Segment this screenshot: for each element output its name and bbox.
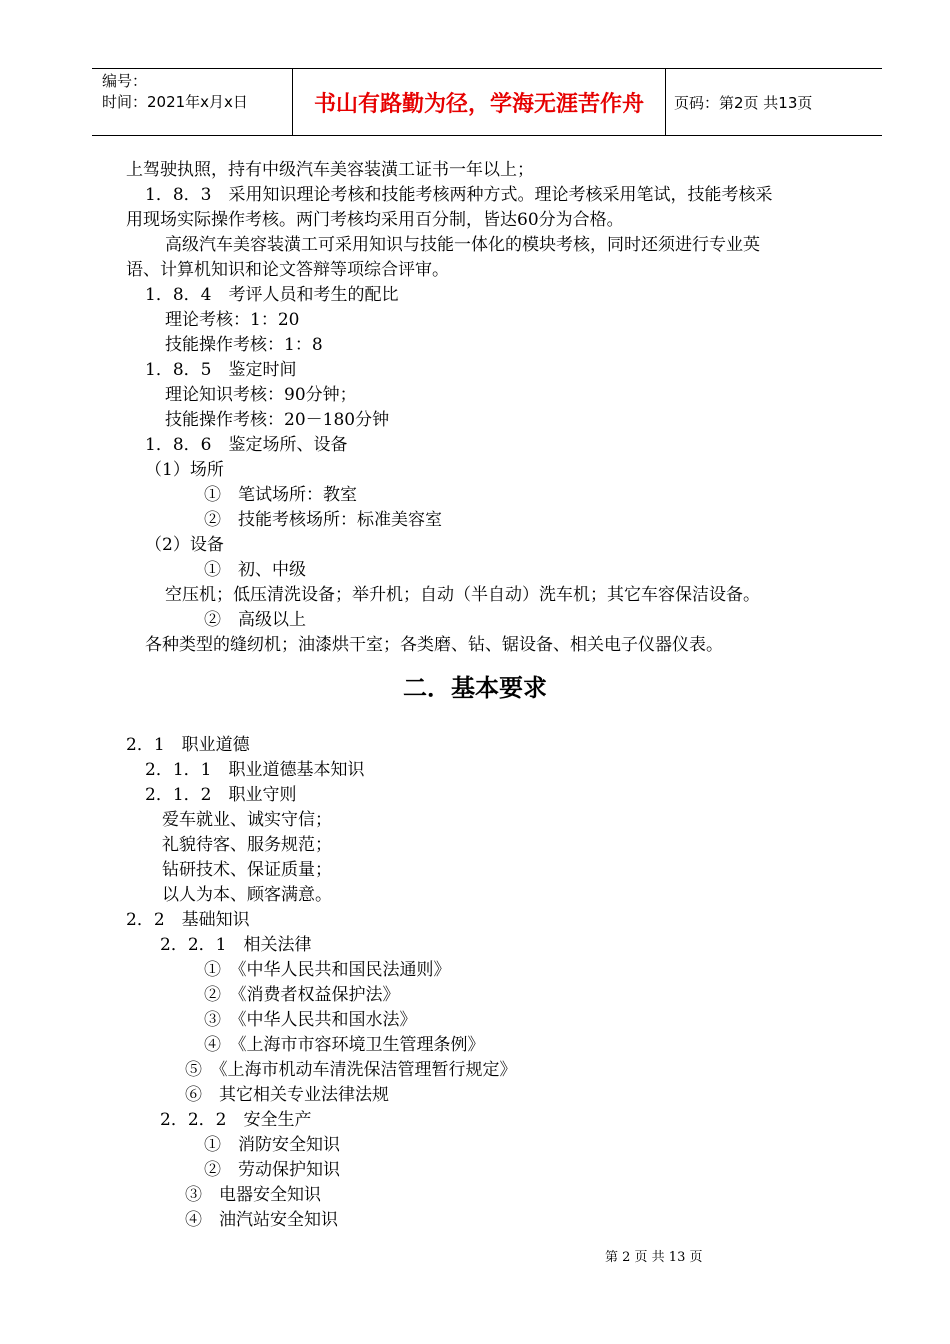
section-heading: 二．基本要求 <box>403 674 547 702</box>
body-line: 各种类型的缝纫机；油漆烘干室；各类磨、钻、锯设备、相关电子仪器仪表。 <box>145 635 723 655</box>
section-line: ① 《中华人民共和国民法通则》 <box>204 960 451 980</box>
section-line: 2．1．1 职业道德基本知识 <box>145 760 365 780</box>
section-line: 2．2 基础知识 <box>126 910 250 930</box>
body-line: （1）场所 <box>145 460 224 480</box>
section-line: 2．1．2 职业守则 <box>145 785 297 805</box>
body-line: ① 初、中级 <box>204 560 306 580</box>
section-line: ⑥ 其它相关专业法律法规 <box>185 1085 389 1105</box>
body-line: 理论知识考核：90分钟； <box>165 385 357 405</box>
page-header <box>92 68 882 136</box>
section-line: ① 消防安全知识 <box>204 1135 340 1155</box>
body-line: （2）设备 <box>145 535 224 555</box>
body-line: ② 技能考核场所：标准美容室 <box>204 510 442 530</box>
body-line: 1．8．4 考评人员和考生的配比 <box>145 285 399 305</box>
body-line: 高级汽车美容装潢工可采用知识与技能一体化的模块考核，同时还须进行专业英 <box>165 235 760 255</box>
section-line: 2．2．1 相关法律 <box>160 935 312 955</box>
header-meta <box>92 69 293 135</box>
section-line: ⑤ 《上海市机动车清洗保洁管理暂行规定》 <box>185 1060 517 1080</box>
body-line: 1．8．5 鉴定时间 <box>145 360 297 380</box>
section-line: 以人为本、顾客满意。 <box>162 885 332 905</box>
body-line: 1．8．6 鉴定场所、设备 <box>145 435 348 455</box>
body-line: 空压机；低压清洗设备；举升机；自动（半自动）洗车机；其它车容保洁设备。 <box>165 585 760 605</box>
page-footer: 第 2 页 共 13 页 <box>605 1250 703 1265</box>
section-line: 爱车就业、诚实守信； <box>162 810 332 830</box>
number-label: 编号： <box>102 72 148 90</box>
body-line: 技能操作考核：20－180分钟 <box>165 410 390 430</box>
header-motto: 书山有路勤为径，学海无涯苦作舟 <box>293 69 666 135</box>
section-line: ③ 电器安全知识 <box>185 1185 321 1205</box>
body-line: ① 笔试场所：教室 <box>204 485 357 505</box>
body-line: 1．8．3 采用知识理论考核和技能考核两种方式。理论考核采用笔试，技能考核采 <box>145 185 773 205</box>
section-line: ④ 《上海市市容环境卫生管理条例》 <box>204 1035 485 1055</box>
section-line: 礼貌待客、服务规范； <box>162 835 332 855</box>
section-line: ② 劳动保护知识 <box>204 1160 340 1180</box>
header-page-label: 页码：第2页 共13页 <box>674 93 813 112</box>
body-line: 理论考核：1：20 <box>165 310 300 330</box>
time-label: 时间：2021年x月x日 <box>102 93 248 111</box>
body-line: 上驾驶执照，持有中级汽车美容装潢工证书一年以上； <box>126 160 534 180</box>
section-line: 2．2．2 安全生产 <box>160 1110 312 1130</box>
body-line: 用现场实际操作考核。两门考核均采用百分制，皆达60分为合格。 <box>126 210 624 230</box>
body-line: 技能操作考核：1：8 <box>165 335 323 355</box>
section-line: ④ 油汽站安全知识 <box>185 1210 338 1230</box>
section-line: ② 《消费者权益保护法》 <box>204 985 400 1005</box>
body-line: ② 高级以上 <box>204 610 306 630</box>
section-line: 2．1 职业道德 <box>126 735 250 755</box>
body-line: 语、计算机知识和论文答辩等项综合评审。 <box>126 260 449 280</box>
section-line: 钻研技术、保证质量； <box>162 860 332 880</box>
section-line: ③ 《中华人民共和国水法》 <box>204 1010 417 1030</box>
